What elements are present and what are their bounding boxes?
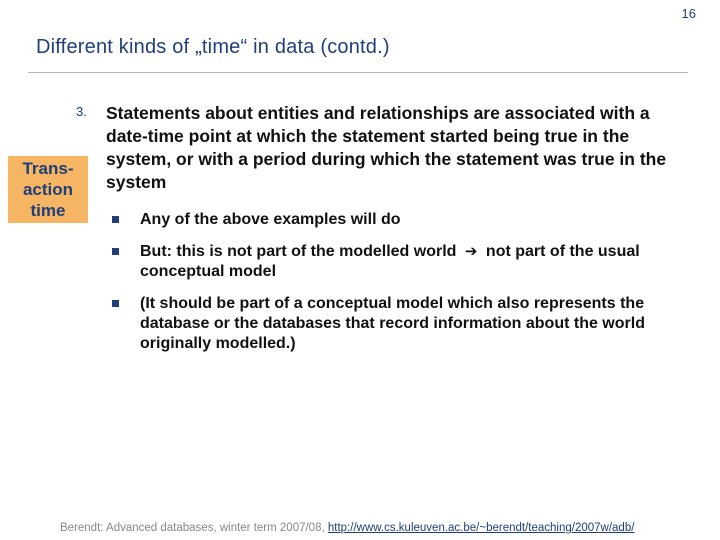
bullet-text-3: (It should be part of a conceptual model which also represents the database or the databases that record information about the world originally modelled.) [140, 295, 645, 352]
bullet-marker [112, 300, 119, 307]
side-label-line-2: action [22, 180, 74, 199]
side-label-line-3: time [30, 201, 66, 220]
bullet-marker [112, 248, 119, 255]
side-label-line-1: Trans- [22, 159, 74, 178]
side-label-transaction-time [8, 156, 88, 223]
footer-text: Berendt: Advanced databases, winter term 2007/08, [60, 522, 328, 534]
footer-link[interactable]: http://www.cs.kuleuven.ac.be/~berendt/teaching/2007w/adb/ [327, 522, 635, 534]
bullet-list [110, 210, 690, 366]
bullet-item-1 [110, 210, 690, 230]
bullet-item-2 [110, 242, 690, 282]
bullet-text-1: Any of the above examples will do [140, 211, 401, 228]
bullet-item-3 [110, 294, 690, 354]
bullet-marker [112, 216, 119, 223]
page-number: 16 [681, 6, 696, 21]
slide-title: Different kinds of „time“ in data (contd.) [36, 36, 390, 58]
main-statement: Statements about entities and relationships are associated with a date-time point at which the statement started being true in the system, or with a period during which the statement was true in the system [106, 103, 667, 192]
bullet-text-2b: not part of the usual conceptual model [140, 243, 640, 280]
right-arrow-icon: ➔ [464, 243, 478, 260]
title-divider [28, 72, 688, 73]
item-number: 3. [76, 104, 87, 119]
bullet-text-2a: But: this is not part of the modelled world [140, 243, 457, 260]
footer [60, 522, 634, 534]
